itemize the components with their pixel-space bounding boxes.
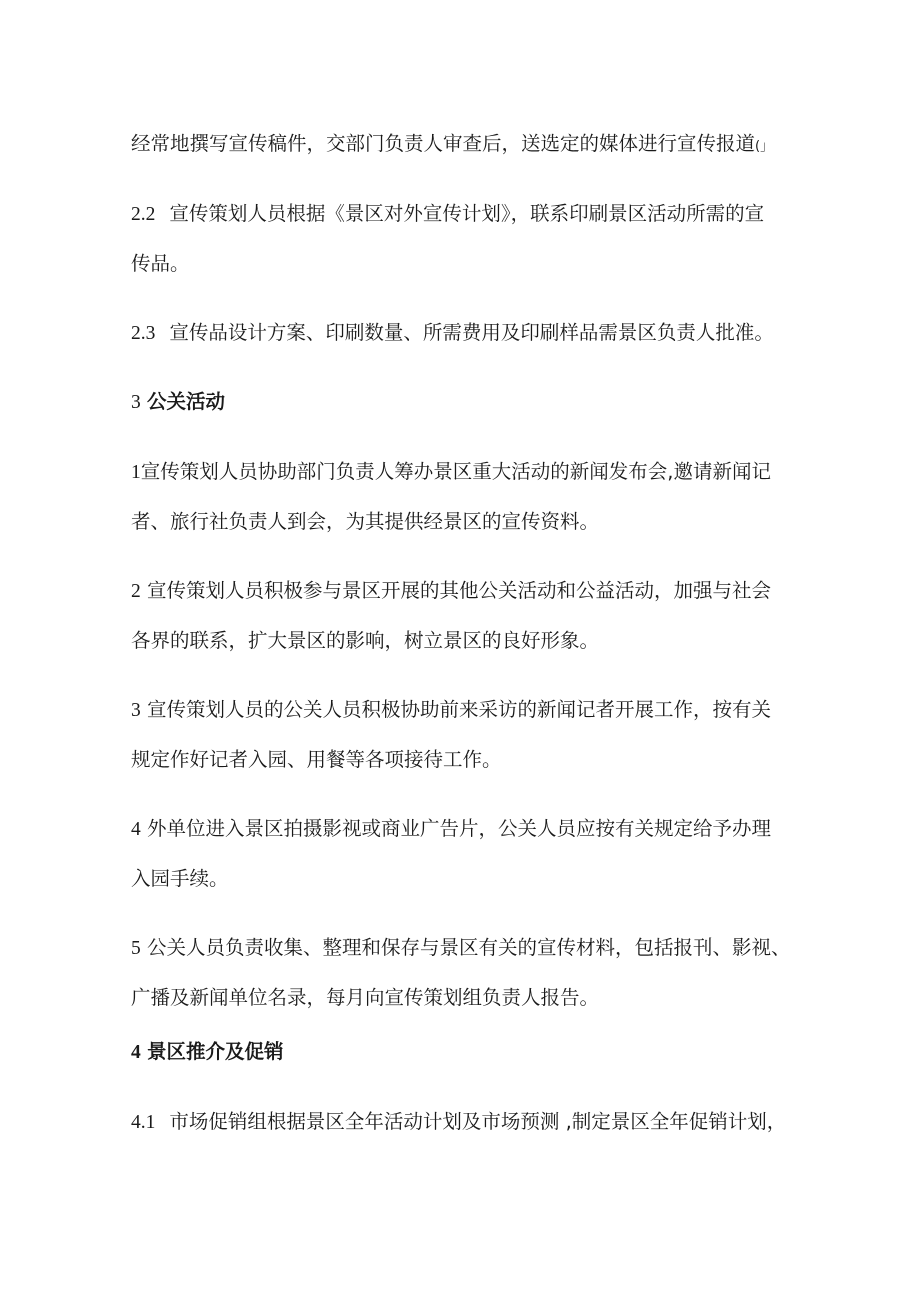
item-4-line-1	[131, 815, 771, 844]
item-2-line-1	[131, 577, 771, 606]
line-text: 各界的联系，扩大景区的影响，树立景区的良好形象。	[131, 629, 600, 652]
item-number: 1	[131, 462, 141, 483]
item-5-line-2	[131, 984, 599, 1012]
line-text: 市场促销组根据景区全年活动计划及市场预测 ,制定景区全年促销计划，	[169, 1110, 787, 1133]
line-text: 经常地撰写宣传稿件，交部门负责人审查后，送选定的媒体进行宣传报道	[131, 132, 756, 155]
section-number: 4.1	[131, 1112, 156, 1133]
line-text: 宣传策划人员的公关人员积极协助前来采访的新闻记者开展工作，按有关	[146, 698, 771, 721]
footnote-mark: (」	[755, 139, 774, 154]
item-number: 5	[131, 938, 141, 959]
line-text: 外单位进入景区拍摄影视或商业广告片，公关人员应按有关规定给予办理	[146, 817, 771, 840]
heading-number: 3	[131, 392, 141, 413]
heading-number: 4	[131, 1042, 141, 1063]
line-text: 宣传品设计方案、印刷数量、所需费用及印刷样品需景区负责人批准。	[169, 321, 774, 344]
item-number: 2	[131, 581, 141, 602]
section-2-2-line-1	[131, 200, 764, 229]
item-5-line-1	[131, 934, 790, 963]
heading-title: 景区推介及促销	[146, 1040, 284, 1063]
item-4-line-2	[131, 865, 229, 893]
heading-4	[131, 1038, 283, 1067]
item-3-line-1	[131, 696, 771, 725]
line-text: 宣传策划人员协助部门负责人筹办景区重大活动的新闻发布会,邀请新闻记	[140, 460, 771, 483]
line-text: 传品。	[131, 252, 190, 275]
item-number: 3	[131, 700, 141, 721]
line-text: 宣传策划人员积极参与景区开展的其他公关活动和公益活动，加强与社会	[146, 579, 771, 602]
line-text: 者、旅行社负责人到会，为其提供经景区的宣传资料。	[131, 510, 600, 533]
heading-title: 公关活动	[146, 390, 225, 413]
line-text: 入园手续。	[131, 867, 229, 890]
text-line	[131, 130, 773, 161]
item-2-line-2	[131, 627, 599, 655]
line-text: 宣传策划人员根据《景区对外宣传计划》，联系印刷景区活动所需的宣	[169, 202, 765, 225]
line-text: 规定作好记者入园、用餐等各项接待工作。	[131, 748, 502, 771]
item-3-line-2	[131, 746, 502, 774]
line-text: 公关人员负责收集、整理和保存与景区有关的宣传材料，包括报刊、影视、	[146, 936, 791, 959]
item-number: 4	[131, 819, 141, 840]
item-1-line-1	[131, 458, 771, 487]
section-2-3-line-1	[131, 319, 774, 348]
section-number: 2.3	[131, 323, 156, 344]
section-2-2-line-2	[131, 250, 190, 278]
item-1-line-2	[131, 508, 599, 536]
heading-3	[131, 388, 225, 417]
section-4-1-line-1	[131, 1108, 786, 1137]
line-text: 广播及新闻单位名录，每月向宣传策划组负责人报告。	[131, 986, 600, 1009]
section-number: 2.2	[131, 204, 156, 225]
